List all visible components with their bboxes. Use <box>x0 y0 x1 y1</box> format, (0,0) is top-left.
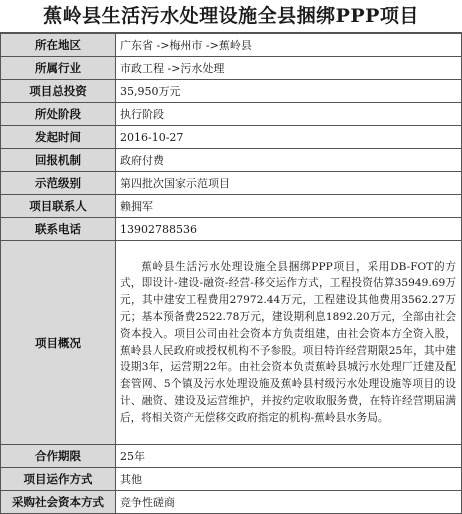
row-demo-level <box>1 172 462 195</box>
label-contact-phone: 联系电话 <box>1 218 116 241</box>
value-start-date: 2016-10-27 <box>116 126 462 149</box>
label-stage: 所处阶段 <box>1 103 116 126</box>
row-total-investment <box>1 80 462 103</box>
label-procurement-method: 采购社会资本方式 <box>1 491 116 514</box>
label-region: 所在地区 <box>1 34 116 57</box>
project-title: 蕉岭县生活污水处理设施全县捆绑PPP项目 <box>0 0 462 33</box>
row-procurement-method <box>1 491 462 514</box>
value-overview: 蕉岭县生活污水处理设施全县捆绑PPP项目，采用DB-FOT的方式，即设计-建设-融资-经营-移交运作方式，工程投资估算35949.69万元，其中建安工程费用27972.44万元，工程建设其他费用3562.27万元；基本预备费2522.78万元，建设期利息1892.20万元，全部由社会资本投入。项目公司由社会资本方负责组建，由社会资本方全资入股，蕉岭县人民政府或授权机构不予参股。项目特许经营期限25年，其中建设期3年，运营期22年。由社会资本负责蕉岭县城污水处理厂迁建及配套管网、5个镇及污水处理设施及蕉岭县村级污水处理设施等项目的设计、融资、建设及运营维护，并按约定收取服务费，在特许经营期届满后，将相关资产无偿移交政府指定的机构-蕉岭县水务局。 <box>116 241 462 445</box>
value-industry: 市政工程 ->污水处理 <box>116 57 462 80</box>
label-contact-person: 项目联系人 <box>1 195 116 218</box>
label-cooperation-period: 合作期限 <box>1 445 116 468</box>
label-demo-level: 示范级别 <box>1 172 116 195</box>
label-start-date: 发起时间 <box>1 126 116 149</box>
label-operation-mode: 项目运作方式 <box>1 468 116 491</box>
value-stage: 执行阶段 <box>116 103 462 126</box>
value-region: 广东省 ->梅州市 ->蕉岭县 <box>116 34 462 57</box>
project-info-table <box>0 33 462 514</box>
value-cooperation-period: 25年 <box>116 445 462 468</box>
value-total-investment: 35,950万元 <box>116 80 462 103</box>
label-return-mechanism: 回报机制 <box>1 149 116 172</box>
row-return-mechanism <box>1 149 462 172</box>
value-contact-phone: 13902788536 <box>116 218 462 241</box>
label-total-investment: 项目总投资 <box>1 80 116 103</box>
value-operation-mode: 其他 <box>116 468 462 491</box>
row-stage <box>1 103 462 126</box>
value-return-mechanism: 政府付费 <box>116 149 462 172</box>
row-cooperation-period <box>1 445 462 468</box>
row-region <box>1 34 462 57</box>
row-operation-mode <box>1 468 462 491</box>
label-overview: 项目概况 <box>1 241 116 445</box>
row-overview <box>1 241 462 445</box>
row-start-date <box>1 126 462 149</box>
value-contact-person: 赖拥军 <box>116 195 462 218</box>
row-industry <box>1 57 462 80</box>
value-procurement-method: 竞争性磋商 <box>116 491 462 514</box>
label-industry: 所属行业 <box>1 57 116 80</box>
row-contact-person <box>1 195 462 218</box>
value-demo-level: 第四批次国家示范项目 <box>116 172 462 195</box>
row-contact-phone <box>1 218 462 241</box>
